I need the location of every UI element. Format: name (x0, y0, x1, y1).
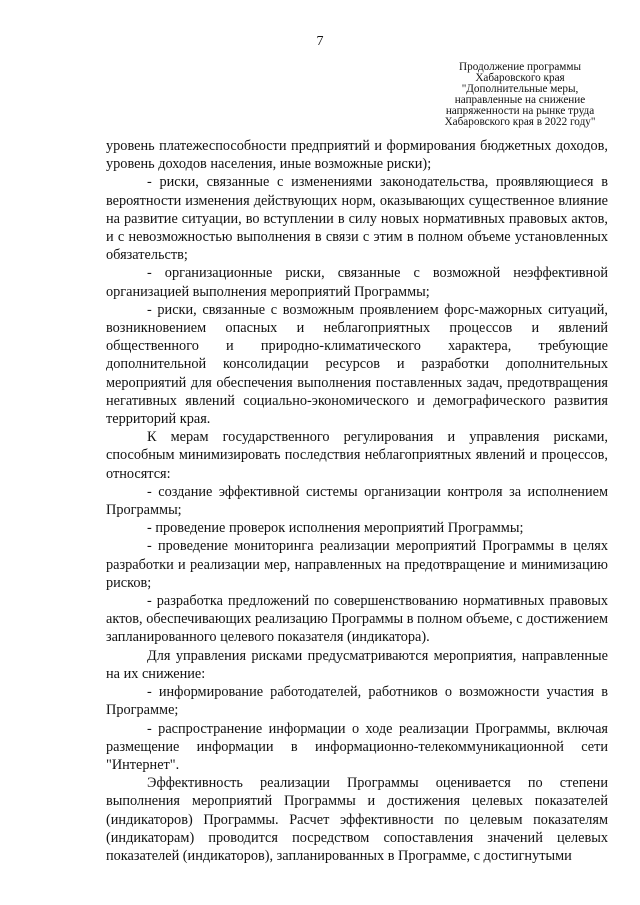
paragraph: - информирование работодателей, работников о возможности участия в Программе; (106, 684, 608, 719)
paragraph: Эффективность реализации Программы оценивается по степени выполнения мероприятий Программы и достижения целевых показателей (индикаторов) Программы. Расчет эффективности по целевым показателям (индикаторам) проводится посредством сопоставления значений целевых показателей (индикаторов), запланированных в Программе, с достигнутыми (106, 775, 608, 864)
body-text (106, 137, 608, 865)
header-line: Продолжение программы (459, 61, 581, 73)
paragraph: - организационные риски, связанные с возможной неэффективной организацией выполнения мероприятий Программы; (106, 265, 608, 300)
paragraph: - проведение проверок исполнения мероприятий Программы; (147, 520, 524, 537)
paragraph: К мерам государственного регулирования и управления рисками, способным минимизировать последствия неблагоприятных явлений и процессов, относятся: (106, 429, 608, 482)
paragraph: - разработка предложений по совершенствованию нормативных правовых актов, обеспечивающих реализацию Программы в полном объеме, с достижением запланированного целевого показателя (индикатора). (106, 593, 608, 646)
header-line: Хабаровского края в 2022 году" (444, 116, 596, 128)
paragraph: уровень платежеспособности предприятий и формирования бюджетных доходов, уровень доходов населения, иные возможные риски); (106, 138, 608, 173)
header-line: направленные на снижение (454, 94, 586, 106)
page-number: 7 (316, 34, 324, 49)
paragraph: - распространение информации о ходе реализации Программы, включая размещение информации в информационно-телекоммуникационной сети "Интернет". (106, 720, 608, 773)
continuation-header (416, 62, 624, 128)
header-line: "Дополнительные меры, (461, 83, 579, 95)
paragraph: - риски, связанные с возможным проявлением форс-мажорных ситуаций, возникновением опасных и неблагоприятных процессов и явлений общественного и природно-климатического характера, требующие дополнительной консолидации ресурсов и разработки дополнительных мероприятий для обеспечения выполнения поставленных задач, предотвращения негативных явлений социально-экономического и демографического развития территорий края. (106, 301, 608, 428)
paragraph: - проведение мониторинга реализации мероприятий Программы в целях разработки и реализации мер, направленных на предотвращение и минимизацию рисков; (106, 538, 608, 591)
header-line: Хабаровского края (475, 72, 565, 84)
paragraph: Для управления рисками предусматриваются мероприятия, направленные на их снижение: (106, 647, 608, 682)
paragraph: - создание эффективной системы организации контроля за исполнением Программы; (106, 483, 608, 519)
header-line: напряженности на рынке труда (445, 105, 595, 117)
paragraph: - риски, связанные с изменениями законодательства, проявляющиеся в вероятности изменения действующих норм, оказывающих существенное влияние на развитие ситуации, во вступлении в силу новых нормативных правовых актов, и с невозможностью выполнения в связи с этим в полном объеме установленных обязательств; (106, 174, 608, 264)
